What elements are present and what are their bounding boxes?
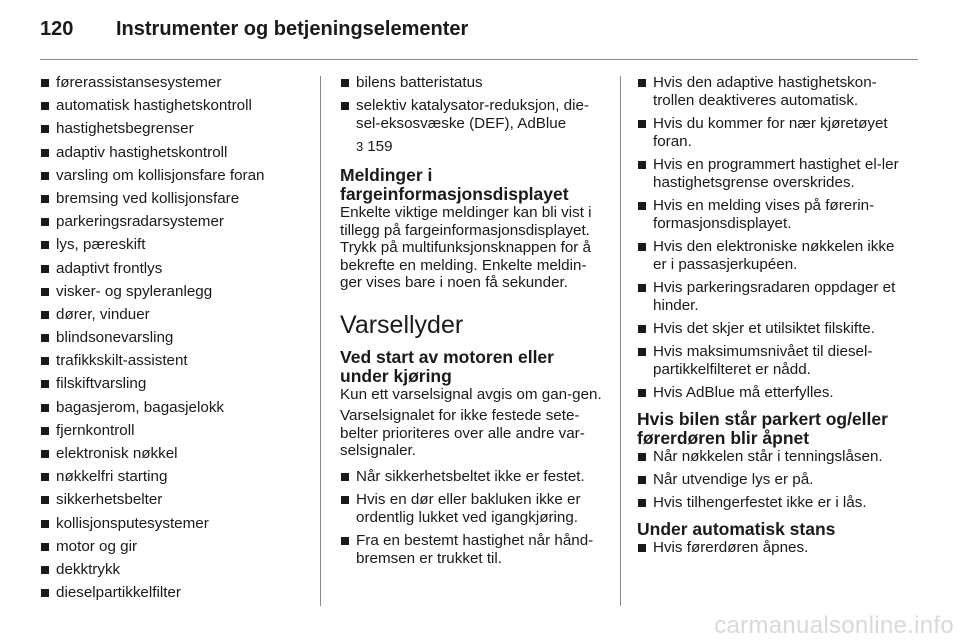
- list-item: Fra en bestemt hastighet når hånd-bremsen er trukket til.: [340, 532, 605, 568]
- list-item: Hvis du kommer for nær kjøretøyet foran.: [637, 115, 907, 151]
- list-item: adaptivt frontlys: [40, 260, 310, 278]
- list-item: dieselpartikkelfilter: [40, 584, 310, 602]
- watermark: carmanualsonline.info: [714, 612, 954, 639]
- warning-list: [637, 74, 907, 402]
- warning-list-parked: [637, 448, 907, 512]
- page-title: Instrumenter og betjeningselementer: [116, 18, 469, 40]
- list-item: motor og gir: [40, 538, 310, 556]
- list-item: hastighetsbegrenser: [40, 120, 310, 138]
- column-divider-2: [620, 76, 621, 606]
- list-item: Hvis den adaptive hastighetskon-trollen deaktiveres automatisk.: [637, 74, 907, 110]
- list-item: filskiftvarsling: [40, 375, 310, 393]
- list-item: Hvis en programmert hastighet el-ler hastighetsgrense overskrides.: [637, 156, 907, 192]
- section-title-varsellyder: Varsellyder: [340, 310, 464, 339]
- warning-list-start: [340, 468, 605, 568]
- list-item: dekktrykk: [40, 561, 310, 579]
- reference-arrow-icon: 3: [356, 139, 364, 154]
- paragraph-meldinger: Enkelte viktige meldinger kan bli vist i tillegg på fargeinformasjonsdisplayet. Trykk på multifunksjonsknappen for å bekrefte en melding. Enkelte meldin-ger vises bare i noen få sekunder.: [340, 204, 592, 291]
- page-header: [40, 18, 468, 48]
- page-number: 120: [40, 18, 74, 40]
- system-list-continued: [340, 74, 605, 133]
- column-1: [40, 74, 310, 607]
- list-item: parkeringsradarsystemer: [40, 213, 310, 231]
- list-item: Hvis AdBlue må etterfylles.: [637, 384, 907, 402]
- list-item: Hvis parkeringsradaren oppdager et hinder.: [637, 279, 907, 315]
- heading-meldinger: Meldinger i fargeinformasjonsdisplayet: [340, 165, 569, 204]
- page-reference[interactable]: [340, 138, 605, 156]
- column-2: [340, 74, 605, 573]
- list-item: Hvis den elektroniske nøkkelen ikke er i passasjerkupéen.: [637, 238, 907, 274]
- system-list: [40, 74, 310, 602]
- list-item: kollisjonsputesystemer: [40, 515, 310, 533]
- list-item: Når sikkerhetsbeltet ikke er festet.: [340, 468, 605, 486]
- list-item: Når nøkkelen står i tenningslåsen.: [637, 448, 907, 466]
- list-item: førerassistansesystemer: [40, 74, 310, 92]
- list-item: trafikkskilt-assistent: [40, 352, 310, 370]
- list-item: Hvis en melding vises på førerin-formasjonsdisplayet.: [637, 197, 907, 233]
- paragraph-start-1: Kun ett varselsignal avgis om gan-gen.: [340, 385, 602, 403]
- list-item: Hvis tilhengerfestet ikke er i lås.: [637, 494, 907, 512]
- list-item: lys, pæreskift: [40, 236, 310, 254]
- column-3: [637, 74, 907, 562]
- list-item: selektiv katalysator-reduksjon, die-sel-eksosvæske (DEF), AdBlue: [340, 97, 605, 133]
- list-item: bilens batteristatus: [340, 74, 605, 92]
- list-item: fjernkontroll: [40, 422, 310, 440]
- list-item: bremsing ved kollisjonsfare: [40, 190, 310, 208]
- heading-parkert: Hvis bilen står parkert og/eller førerdøren blir åpnet: [637, 409, 888, 448]
- list-item: adaptiv hastighetskontroll: [40, 144, 310, 162]
- column-divider-1: [320, 76, 321, 606]
- reference-page: 159: [367, 138, 393, 155]
- paragraph-start-2: Varselsignalet for ikke festede sete-belter prioriteres over alle andre var-selsignaler.: [340, 407, 585, 459]
- list-item: Hvis maksimumsnivået til diesel-partikkelfilteret er nådd.: [637, 343, 907, 379]
- list-item: automatisk hastighetskontroll: [40, 97, 310, 115]
- list-item: elektronisk nøkkel: [40, 445, 310, 463]
- list-item: bagasjerom, bagasjelokk: [40, 399, 310, 417]
- warning-list-autostop: [637, 539, 907, 557]
- list-item: visker- og spyleranlegg: [40, 283, 310, 301]
- list-item: Hvis førerdøren åpnes.: [637, 539, 907, 557]
- heading-stans: Under automatisk stans: [637, 519, 836, 539]
- list-item: varsling om kollisjonsfare foran: [40, 167, 310, 185]
- list-item: Hvis en dør eller bakluken ikke er ordentlig lukket ved igangkjøring.: [340, 491, 605, 527]
- list-item: nøkkelfri starting: [40, 468, 310, 486]
- list-item: Når utvendige lys er på.: [637, 471, 907, 489]
- header-divider: [40, 59, 918, 60]
- list-item: blindsonevarsling: [40, 329, 310, 347]
- heading-start: Ved start av motoren eller under kjøring: [340, 346, 554, 386]
- list-item: sikkerhetsbelter: [40, 491, 310, 509]
- list-item: dører, vinduer: [40, 306, 310, 324]
- list-item: Hvis det skjer et utilsiktet filskifte.: [637, 320, 907, 338]
